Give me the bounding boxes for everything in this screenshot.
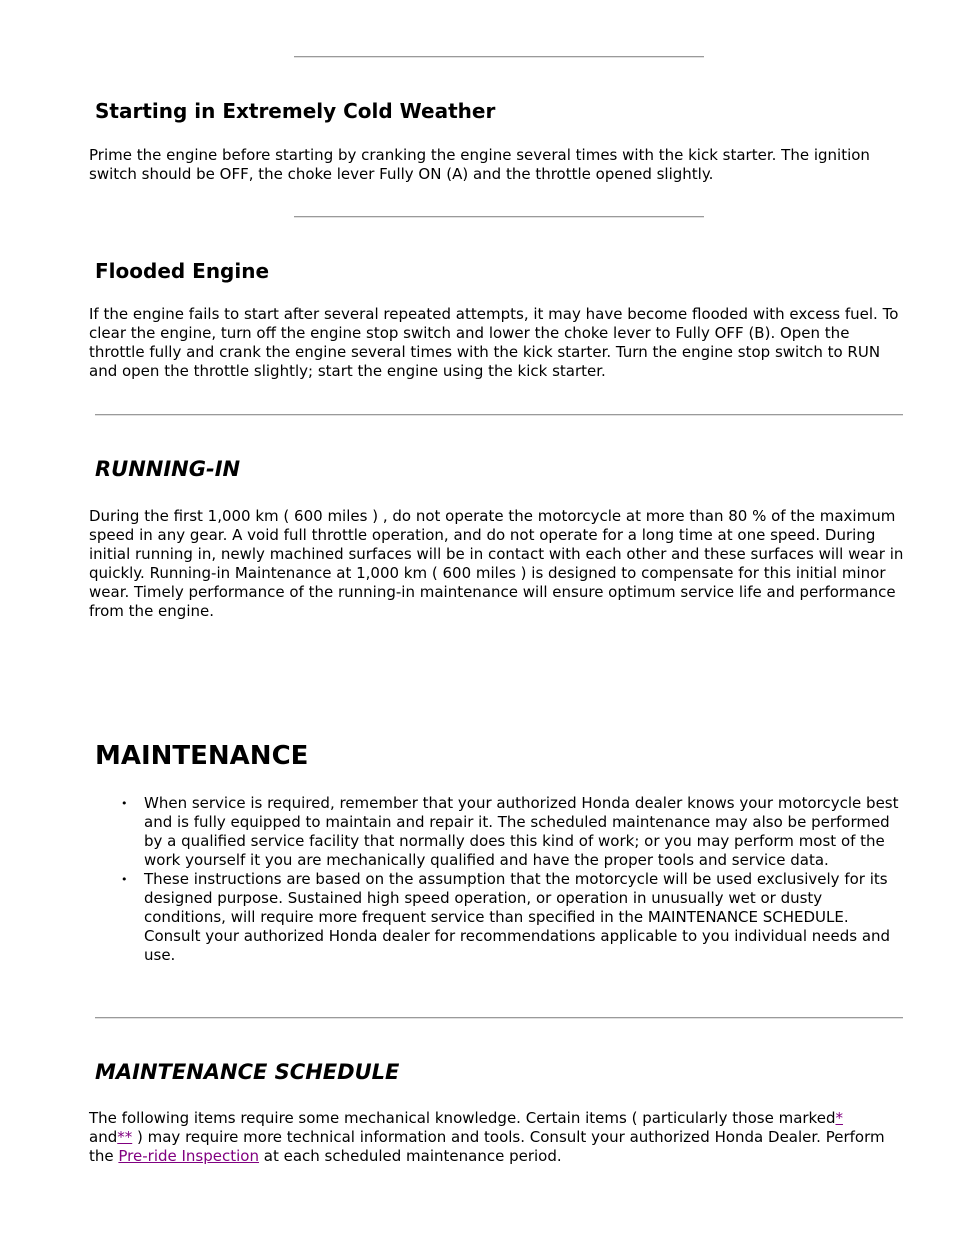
schedule-text-2: and	[89, 1128, 118, 1146]
heading-maintenance-schedule: MAINTENANCE SCHEDULE	[95, 1060, 400, 1084]
divider-maintenance	[95, 1017, 903, 1019]
paragraph-flooded-engine: If the engine fails to start after several repeated attempts, it may have become flooded with excess fuel. To clear the engine, turn off the engine stop switch and lower the choke lever to Fully OFF (B). Open the throttle fully and crank the engine several times with the kick starter. Turn the engine stop switch to RUN and open the throttle slightly; start the engine using the kick starter.	[89, 305, 899, 380]
link-single-star[interactable]: *	[835, 1109, 843, 1127]
divider-flooded-engine	[95, 414, 903, 416]
schedule-text-1: The following items require some mechanical knowledge. Certain items ( particularly those marked	[89, 1109, 836, 1127]
paragraph-running-in: During the first 1,000 km ( 600 miles ) , do not operate the motorcycle at more than 80 % of the maximum speed in any gear. A void full throttle operation, and do not operate for a long time at one speed. During initial running in, newly machined surfaces will be in contact with each other and these surfaces will wear in quickly. Running-in Maintenance at 1,000 km ( 600 miles ) is designed to compensate for this initial minor wear. Timely performance of the running-in maintenance will ensure optimum service life and performance from the engine.	[89, 507, 904, 620]
schedule-text-3: ) may require more technical information and tools. Consult your authorized Honda Dealer. Perform the	[89, 1128, 885, 1165]
divider-top	[294, 56, 704, 58]
list-item: • These instructions are based on the assumption that the motorcycle will be used exclusively for its designed purpose. Sustained high speed operation, or operation in unusually wet or dusty conditions, will require more frequent service than specified in the MAINTENANCE SCHEDULE. Consult your authorized Honda dealer for recommendations applicable to you individual needs and use.	[144, 870, 900, 965]
heading-running-in: RUNNING-IN	[95, 457, 241, 481]
link-double-star[interactable]: **	[117, 1128, 133, 1146]
heading-cold-weather: Starting in Extremely Cold Weather	[95, 99, 496, 123]
schedule-text-4: at each scheduled maintenance period.	[258, 1147, 562, 1165]
divider-cold-weather	[294, 216, 704, 218]
heading-flooded-engine: Flooded Engine	[95, 259, 270, 283]
maintenance-bullet-list	[144, 794, 900, 965]
paragraph-maintenance-schedule	[89, 1109, 909, 1166]
heading-maintenance: MAINTENANCE	[95, 741, 309, 771]
paragraph-cold-weather: Prime the engine before starting by cranking the engine several times with the kick starter. The ignition switch should be OFF, the choke lever Fully ON (A) and the throttle opened slightly.	[89, 146, 870, 183]
list-item: • When service is required, remember that your authorized Honda dealer knows your motorcycle best and is fully equipped to maintain and repair it. The scheduled maintenance may also be performed by a qualified service facility that normally does this kind of work; or you may perform most of the work yourself it you are mechanically qualified and have the proper tools and service data.	[144, 794, 900, 870]
link-pre-ride-inspection[interactable]: Pre-ride Inspection	[118, 1147, 259, 1165]
